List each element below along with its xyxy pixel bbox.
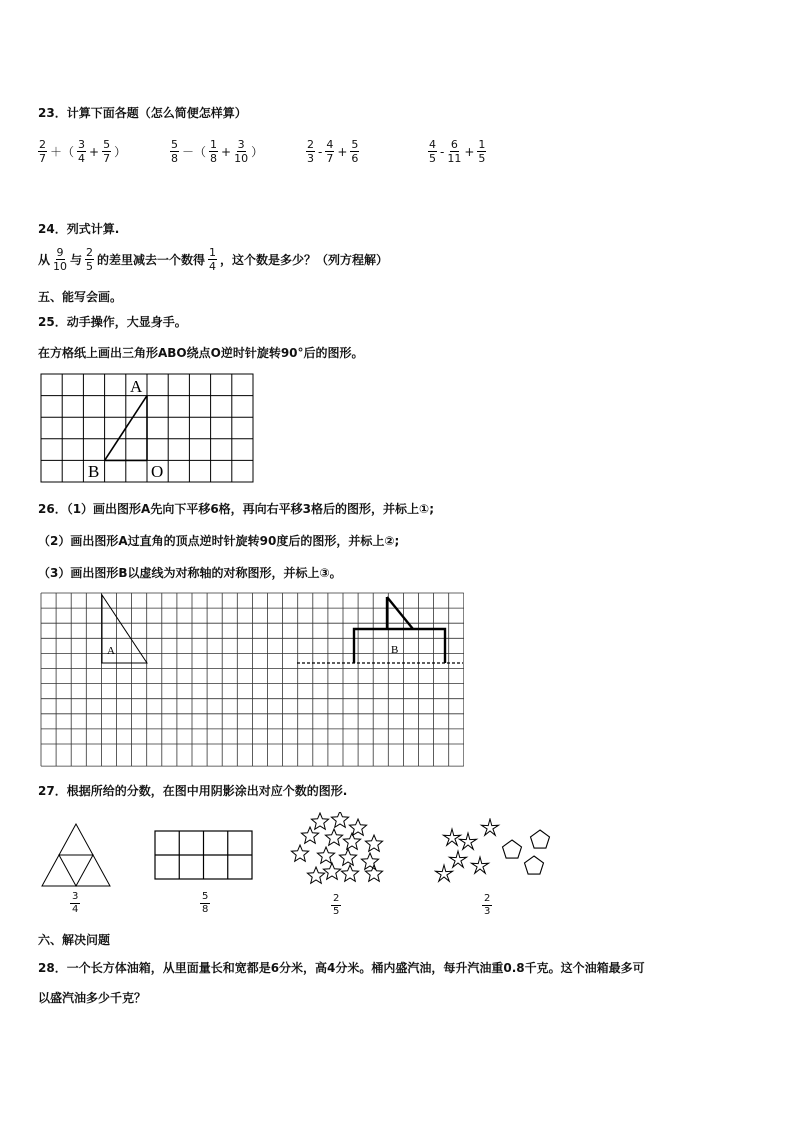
star-icon xyxy=(361,853,378,869)
q28-line-1: 28．一个长方体油箱，从里面量长和宽都是6分米，高4分米。桶内盛汽油，每升汽油重0.8千克。这个油箱最多可 xyxy=(38,961,645,975)
q24-title: 24．列式计算. xyxy=(38,222,120,236)
four-point-star-icon xyxy=(471,857,488,873)
star-icon xyxy=(325,829,342,845)
stars-figure xyxy=(288,812,388,892)
q24-question: 从 $\frac{9}{10}$ 与 $\frac{2}{5}$ 的差里减去一个数得 $\frac{1}{4}$ ，这个数是多少？（列方程解） xyxy=(38,246,389,273)
q26-instruction-1: 26．（1）画出图形A先向下平移6格，再向右平移3格后的图形，并标上①; xyxy=(38,502,434,516)
fraction: $\frac{3}{10}$ xyxy=(234,138,249,165)
fraction: $\frac{9}{10}$ xyxy=(53,246,68,273)
q27-title: 27．根据所给的分数，在图中用阴影涂出对应个数的图形. xyxy=(38,784,348,798)
star-icon xyxy=(307,867,324,883)
fraction: $\frac{2}{7}$ xyxy=(39,138,46,165)
fraction: $\frac{5}{8}$ xyxy=(171,138,178,165)
fraction: $\frac{3}{4}$ xyxy=(78,138,86,165)
fraction: $\frac{2}{5}$ xyxy=(86,246,94,273)
star-icon xyxy=(291,845,308,861)
fraction-5-8: $\frac{5}{8}$ xyxy=(202,891,209,915)
fraction: $\frac{1}{4}$ xyxy=(209,246,217,273)
triangle-figure xyxy=(40,822,112,888)
q23-title: 23．计算下面各题（怎么简便怎样算） xyxy=(38,106,247,120)
fraction: $\frac{4}{5}$ xyxy=(429,138,436,165)
star-icon xyxy=(311,813,328,829)
fraction: $\frac{6}{11}$ xyxy=(447,138,462,165)
q25-grid-figure xyxy=(40,373,256,485)
pentagon-icon xyxy=(525,856,544,874)
fraction: $\frac{1}{5}$ xyxy=(478,138,486,165)
shape-b-label: B xyxy=(391,644,399,656)
q23-expression-3: $\frac{2}{3}$ - $\frac{4}{7}$ + $\frac{5}{6}$ xyxy=(307,138,359,165)
star-icon xyxy=(341,865,358,881)
fraction-2-5: $\frac{2}{5}$ xyxy=(333,893,340,917)
star-icon xyxy=(339,849,356,865)
fraction: $\frac{5}{7}$ xyxy=(103,138,111,165)
q28-line-2: 以盛汽油多少千克？ xyxy=(38,991,147,1005)
four-point-star-icon xyxy=(459,833,476,849)
four-point-star-icon xyxy=(481,819,498,835)
fraction: $\frac{1}{8}$ xyxy=(210,138,218,165)
point-b-label: B xyxy=(88,462,100,481)
square-grid xyxy=(41,593,464,766)
q26-instruction-3: （3）画出图形B以虚线为对称轴的对称图形，并标上③。 xyxy=(38,566,342,580)
four-point-star-icon xyxy=(449,851,466,867)
rectangle-grid-figure xyxy=(154,830,254,882)
star-icon xyxy=(331,812,348,827)
q26-instruction-2: （2）画出图形A过直角的顶点逆时针旋转90度后的图形，并标上②; xyxy=(38,534,400,548)
q25-title: 25．动手操作，大显身手。 xyxy=(38,315,187,329)
star-icon xyxy=(301,827,318,843)
fraction: $\frac{4}{7}$ xyxy=(326,138,334,165)
star-icon xyxy=(317,847,334,863)
q23-expression-4: $\frac{4}{5}$ - $\frac{6}{11}$ + $\frac{1}{5}$ xyxy=(429,138,486,165)
q26-grid-figure xyxy=(40,592,464,768)
stars-and-pentagons-figure xyxy=(434,818,558,888)
fraction-2-3: $\frac{2}{3}$ xyxy=(484,893,491,917)
point-o-label: O xyxy=(151,462,164,481)
q23-expression-2: $\frac{5}{8}$ －（ $\frac{1}{8}$ + $\frac{3}{10}$ ） xyxy=(171,138,264,165)
fraction: $\frac{2}{3}$ xyxy=(307,138,314,165)
pentagon-icon xyxy=(531,830,550,848)
section-5-heading: 五、能写会画。 xyxy=(38,290,123,304)
pentagon-icon xyxy=(503,840,522,858)
four-point-star-icon xyxy=(443,829,460,845)
star-icon xyxy=(323,863,340,879)
point-a-label: A xyxy=(130,377,143,396)
star-icon xyxy=(343,833,360,849)
fraction-3-4: $\frac{3}{4}$ xyxy=(72,891,79,915)
q25-instruction: 在方格纸上画出三角形ABO绕点O逆时针旋转90°后的图形。 xyxy=(38,346,364,360)
q23-expression-1: $\frac{2}{7}$ ＋（ $\frac{3}{4}$ + $\frac{5}{7}$ ） xyxy=(39,138,127,165)
shape-a-label: A xyxy=(107,645,115,657)
four-point-star-icon xyxy=(435,865,452,881)
fraction: $\frac{5}{6}$ xyxy=(351,138,359,165)
star-icon xyxy=(365,835,382,851)
section-6-heading: 六、解决问题 xyxy=(38,933,111,947)
